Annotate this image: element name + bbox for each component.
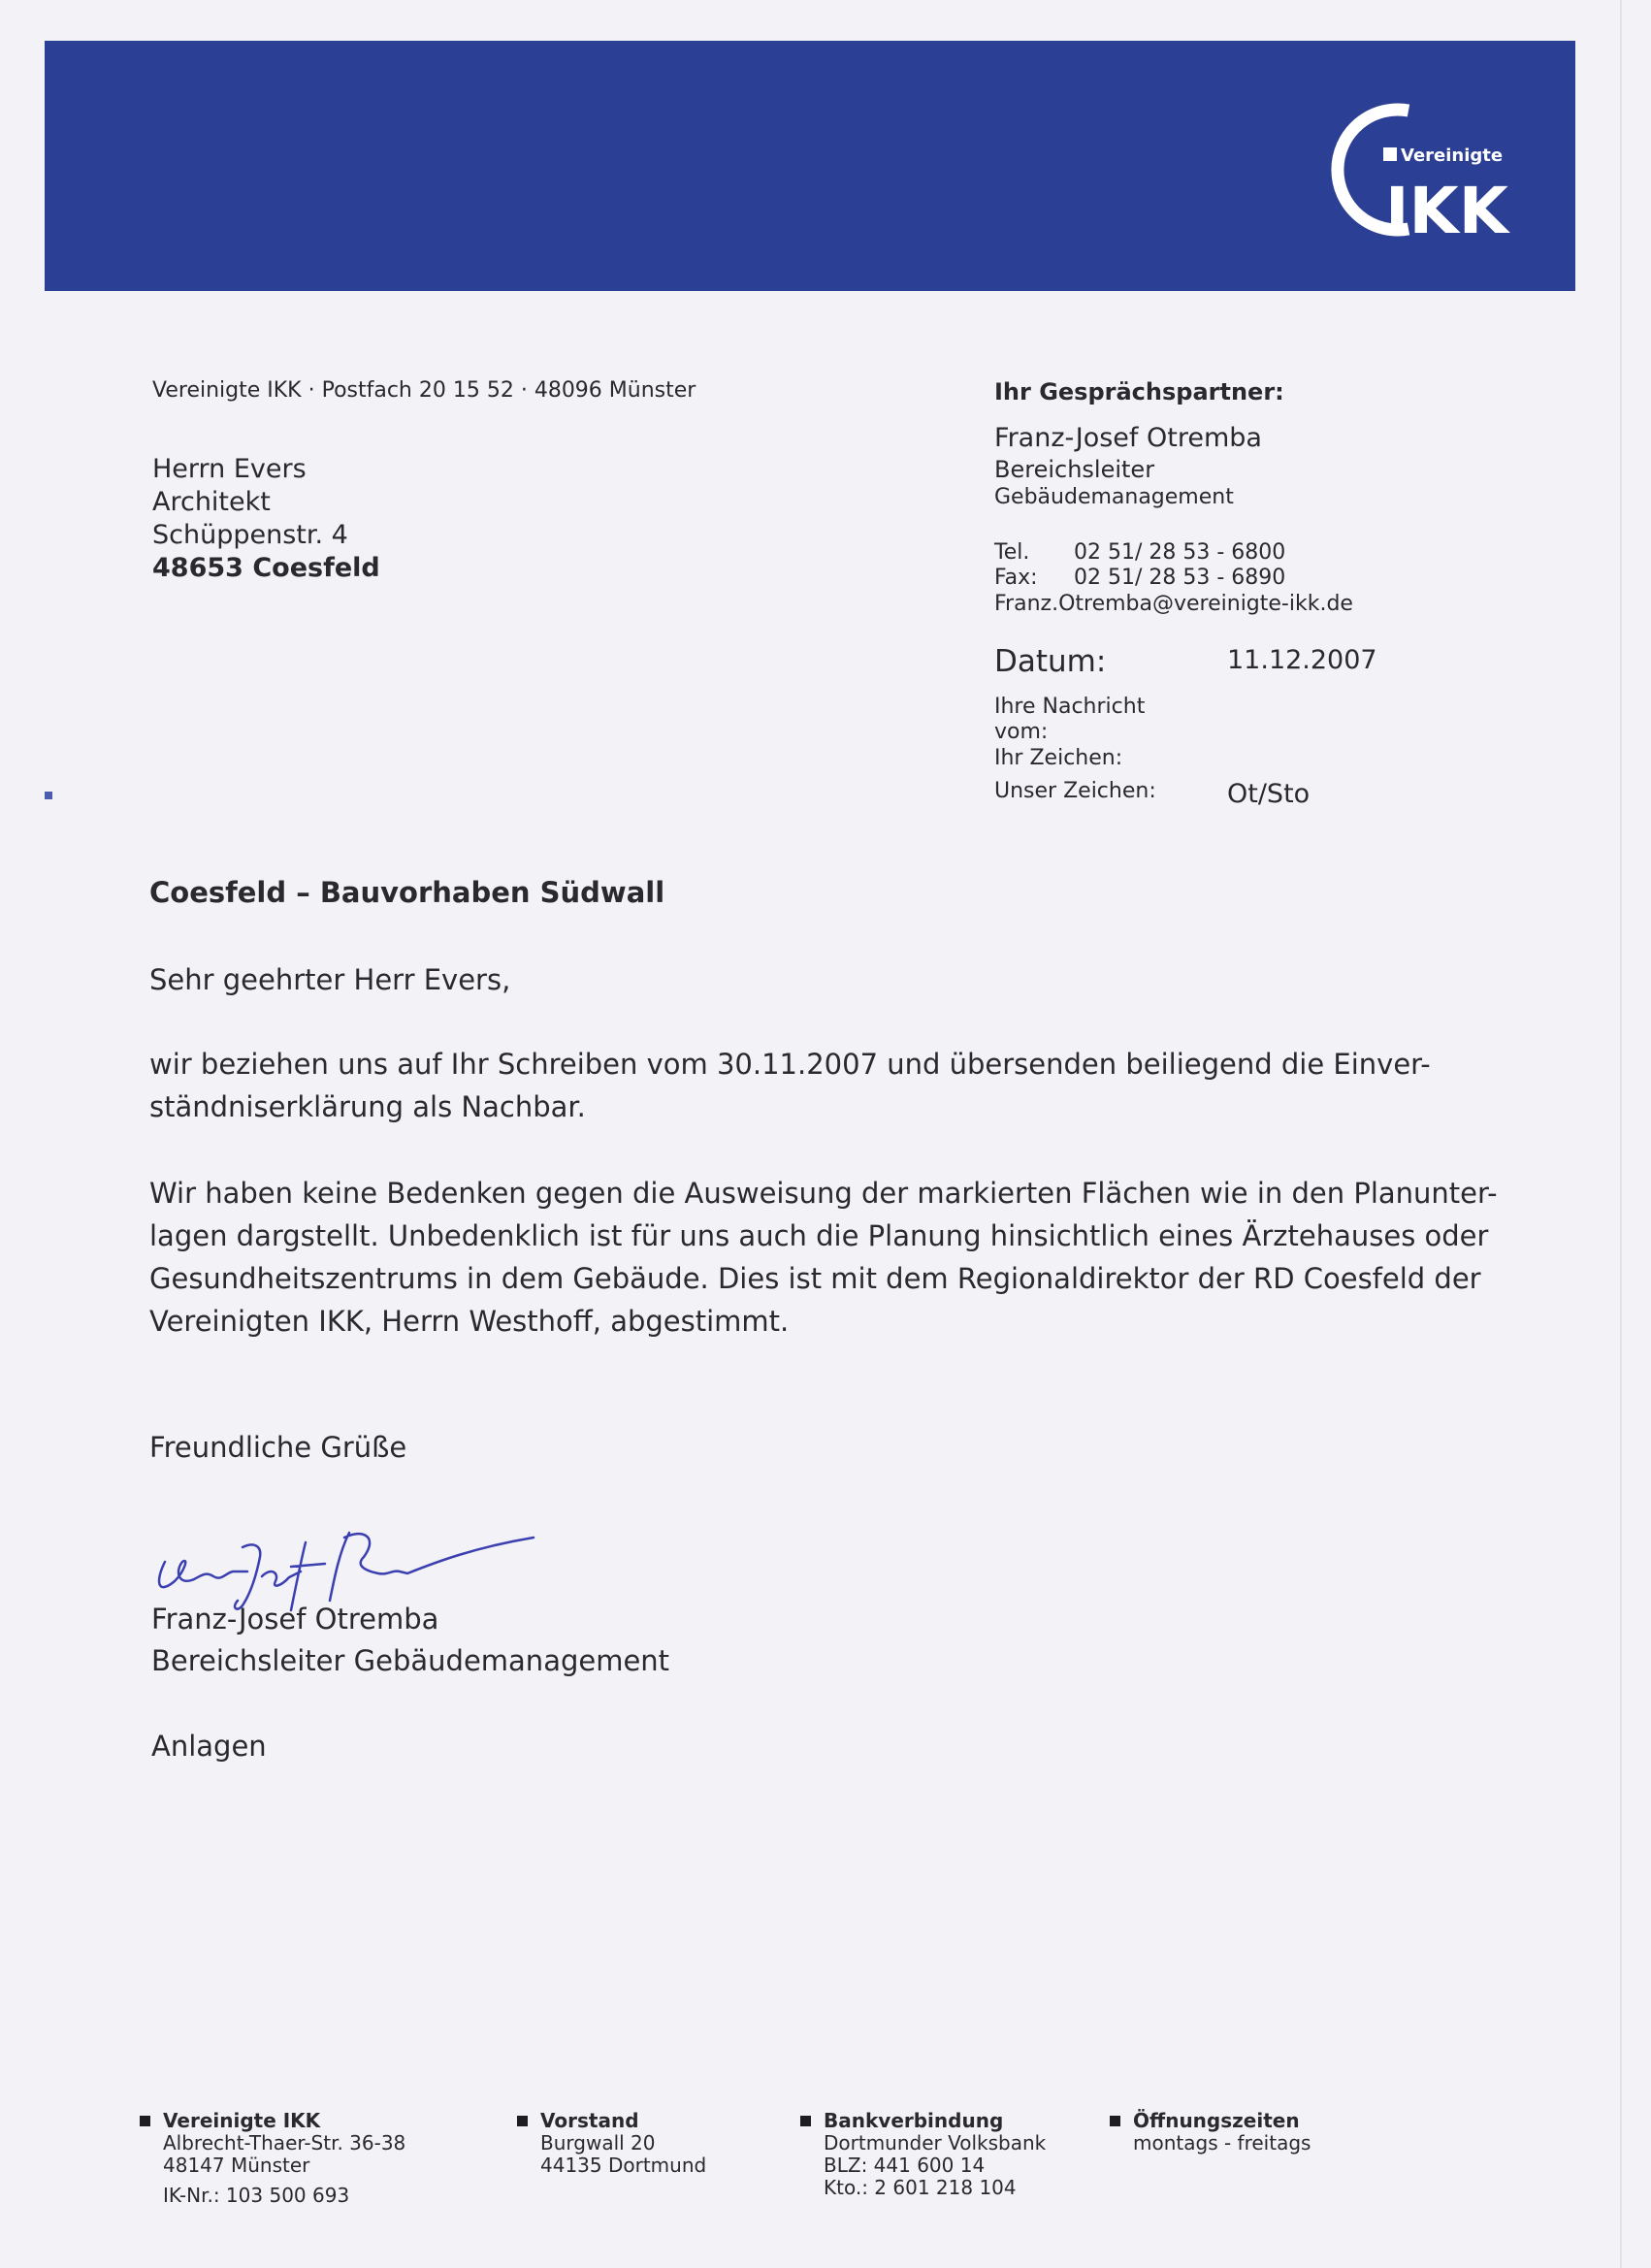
datum-label: Datum: bbox=[994, 644, 1107, 679]
footer-bank-line: Dortmunder Volksbank bbox=[824, 2131, 1047, 2155]
contact-department: Gebäudemanagement bbox=[994, 485, 1234, 509]
recipient-line-3: Schüppenstr. 4 bbox=[152, 520, 348, 550]
unser-zeichen-label: Unser Zeichen: bbox=[994, 779, 1156, 803]
logo-brand-small: Vereinigte bbox=[1401, 146, 1504, 166]
paragraph-2-line-1: Wir haben keine Bedenken gegen die Ausweisung der markierten Flächen wie in den Planunter- bbox=[149, 1177, 1498, 1210]
footer-bank-head: Bankverbindung bbox=[824, 2109, 1004, 2132]
enclosures: Anlagen bbox=[151, 1730, 267, 1763]
ihre-nachricht-vom-label: vom: bbox=[994, 720, 1049, 744]
signer-title: Bereichsleiter Gebäudemanagement bbox=[151, 1644, 670, 1677]
footer-hours-line: montags - freitags bbox=[1133, 2131, 1311, 2155]
footer-board-head: Vorstand bbox=[540, 2109, 639, 2132]
signer-name: Franz-Josef Otremba bbox=[151, 1603, 439, 1636]
punch-mark bbox=[45, 792, 52, 799]
footer-bank-line: Kto.: 2 601 218 104 bbox=[824, 2176, 1017, 2199]
recipient-line-4: 48653 Coesfeld bbox=[152, 553, 380, 583]
footer-board-line: 44135 Dortmund bbox=[540, 2154, 707, 2177]
subject-line: Coesfeld – Bauvorhaben Südwall bbox=[149, 876, 665, 909]
footer-hours bbox=[1133, 2110, 1311, 2155]
fax-value: 02 51/ 28 53 - 6890 bbox=[1074, 566, 1286, 590]
paragraph-2-line-3: Gesundheitszentrums in dem Gebäude. Dies ist mit dem Regionaldirektor der RD Coesfeld der bbox=[149, 1262, 1481, 1295]
fax-label: Fax: bbox=[994, 566, 1038, 590]
recipient-line-1: Herrn Evers bbox=[152, 454, 307, 484]
paragraph-1-line-2: ständniserklärung als Nachbar. bbox=[149, 1090, 586, 1123]
footer-board-line: Burgwall 20 bbox=[540, 2131, 656, 2155]
footer-ik-number: IK-Nr.: 103 500 693 bbox=[163, 2184, 350, 2207]
contact-email: Franz.Otremba@vereinigte-ikk.de bbox=[994, 592, 1353, 616]
paragraph-1 bbox=[149, 1043, 1431, 1128]
logo-brand-big: IKK bbox=[1385, 174, 1508, 237]
footer-bank bbox=[824, 2110, 1046, 2199]
ihre-nachricht-label: Ihre Nachricht bbox=[994, 695, 1146, 719]
unser-zeichen-value: Ot/Sto bbox=[1227, 779, 1311, 809]
footer-company-line: Albrecht-Thaer-Str. 36-38 bbox=[163, 2131, 406, 2155]
ikk-logo bbox=[1319, 101, 1523, 237]
footer-bullet bbox=[1110, 2116, 1120, 2126]
footer-hours-head: Öffnungszeiten bbox=[1133, 2109, 1300, 2132]
tel-value: 02 51/ 28 53 - 6800 bbox=[1074, 540, 1286, 565]
contact-heading: Ihr Gesprächspartner: bbox=[994, 378, 1284, 405]
contact-title: Bereichsleiter bbox=[994, 456, 1155, 483]
contact-name: Franz-Josef Otremba bbox=[994, 423, 1262, 453]
ihr-zeichen-label: Ihr Zeichen: bbox=[994, 746, 1123, 770]
footer-bullet bbox=[140, 2116, 150, 2126]
footer-bullet bbox=[800, 2116, 811, 2126]
datum-value: 11.12.2007 bbox=[1227, 645, 1377, 675]
footer-company-head: Vereinigte IKK bbox=[163, 2109, 321, 2132]
recipient-line-2: Architekt bbox=[152, 487, 271, 517]
footer-bank-line: BLZ: 441 600 14 bbox=[824, 2154, 986, 2177]
closing: Freundliche Grüße bbox=[149, 1431, 407, 1464]
paragraph-2 bbox=[149, 1172, 1498, 1343]
page-edge bbox=[1620, 0, 1622, 2268]
paragraph-2-line-2: lagen dargstellt. Unbedenklich ist für uns auch die Planung hinsichtlich eines Ärztehauses oder bbox=[149, 1219, 1489, 1252]
footer-bullet bbox=[517, 2116, 528, 2126]
footer-company bbox=[163, 2110, 405, 2207]
tel-label: Tel. bbox=[994, 540, 1030, 565]
paragraph-2-line-4: Vereinigten IKK, Herrn Westhoff, abgestimmt. bbox=[149, 1305, 790, 1338]
sender-line: Vereinigte IKK · Postfach 20 15 52 · 48096 Münster bbox=[152, 378, 696, 403]
salutation: Sehr geehrter Herr Evers, bbox=[149, 963, 511, 996]
footer-company-line: 48147 Münster bbox=[163, 2154, 310, 2177]
footer-board bbox=[540, 2110, 706, 2177]
paragraph-1-line-1: wir beziehen uns auf Ihr Schreiben vom 30.11.2007 und übersenden beiliegend die Einver- bbox=[149, 1048, 1431, 1081]
